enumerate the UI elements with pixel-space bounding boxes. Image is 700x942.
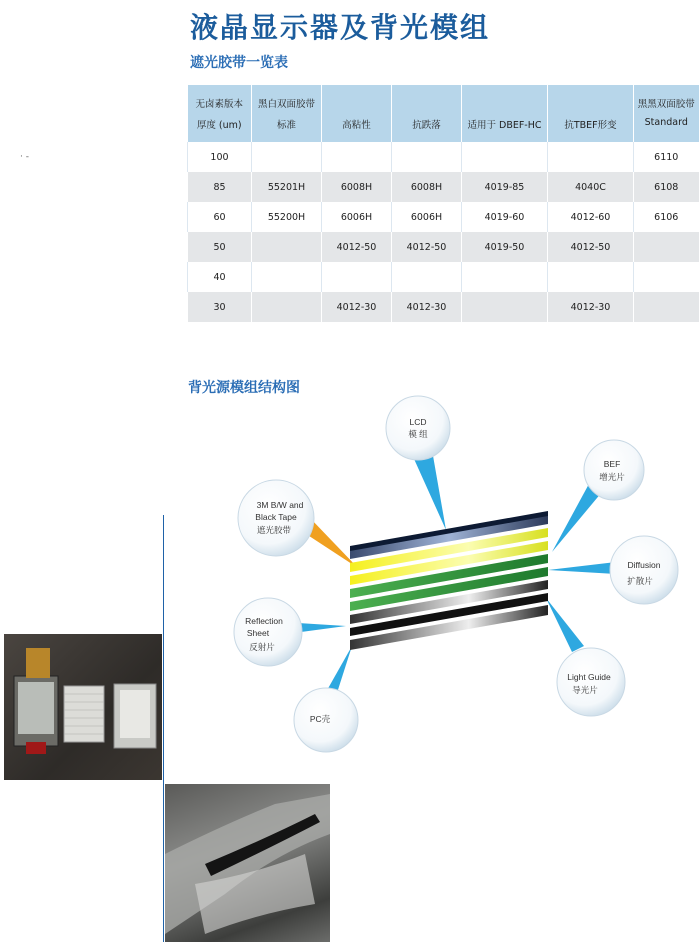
table-cell: 85 xyxy=(188,172,252,202)
table-cell: 4019-60 xyxy=(462,202,548,232)
table-cell xyxy=(322,142,392,172)
tape-table xyxy=(187,85,699,322)
lightguide-label: 导光片 xyxy=(572,685,598,695)
table-cell xyxy=(462,292,548,322)
blue-divider xyxy=(163,515,164,942)
table-cell: 6006H xyxy=(322,202,392,232)
pc-bubble xyxy=(294,688,358,752)
table-cell: 55200H xyxy=(252,202,322,232)
table-cell xyxy=(548,142,634,172)
bef-label: BEF xyxy=(603,459,621,469)
lcd-pointer xyxy=(410,450,446,530)
lightguide-pointer xyxy=(546,598,584,652)
table-cell xyxy=(634,262,699,292)
table-cell xyxy=(392,262,462,292)
lcd-label: 模 组 xyxy=(408,429,428,439)
header-cell xyxy=(322,85,392,112)
diffusion-pointer xyxy=(548,562,616,574)
table-cell: 50 xyxy=(188,232,252,262)
table-row xyxy=(188,262,699,292)
table-cell: 60 xyxy=(188,202,252,232)
header-cell: 黑白双面胶带 xyxy=(252,85,322,112)
table-cell xyxy=(252,262,322,292)
table-cell: 4012-60 xyxy=(548,202,634,232)
table-cell: 4019-85 xyxy=(462,172,548,202)
header-cell: 黑黑双面胶带 xyxy=(634,85,699,112)
table-cell: 30 xyxy=(188,292,252,322)
table-cell: 4012-50 xyxy=(392,232,462,262)
reflection-label: 反射片 xyxy=(249,642,275,652)
table-cell xyxy=(252,142,322,172)
reflection-bubble xyxy=(234,598,302,666)
table-row xyxy=(188,292,699,322)
light-guide-photo xyxy=(165,784,330,942)
tape-label: Black Tape xyxy=(255,512,297,522)
diffusion-bubble xyxy=(610,536,678,604)
table-cell xyxy=(462,262,548,292)
stray-marks: · - xyxy=(20,152,29,162)
lightguide-bubble xyxy=(557,648,625,716)
header-cell: 高粘性 xyxy=(322,112,392,142)
table-cell: 6006H xyxy=(392,202,462,232)
table-cell: 4040C xyxy=(548,172,634,202)
header-cell: 无卤素版本 xyxy=(188,85,252,112)
header-cell: 厚度 (um) xyxy=(188,112,252,142)
table-cell: 4012-50 xyxy=(322,232,392,262)
table-cell: 40 xyxy=(188,262,252,292)
table-cell xyxy=(634,292,699,322)
table-cell xyxy=(548,262,634,292)
lcd-label: LCD xyxy=(409,417,427,427)
page-title: 液晶显示器及背光模组 xyxy=(190,11,491,44)
table-row xyxy=(188,142,699,172)
bef-label: 增光片 xyxy=(599,472,625,482)
reflection-label: Sheet xyxy=(246,628,270,638)
layer-stack xyxy=(350,511,548,650)
header-cell: 抗TBEF形变 xyxy=(548,112,634,142)
layer-lcd-top xyxy=(350,511,548,551)
header-cell: 抗跌落 xyxy=(392,112,462,142)
table-cell: 4012-30 xyxy=(322,292,392,322)
header-cell xyxy=(462,85,548,112)
diffusion-label: 扩散片 xyxy=(627,576,653,586)
pc-label: PC壳 xyxy=(309,714,331,724)
table-cell: 6110 xyxy=(634,142,699,172)
header-cell: Standard xyxy=(634,112,699,142)
table-cell xyxy=(634,232,699,262)
header-cell xyxy=(392,85,462,112)
header-cell: 适用于 DBEF-HC xyxy=(462,112,548,142)
lightguide-label: Light Guide xyxy=(567,672,611,682)
lcd-module-photo xyxy=(4,634,162,780)
tape-label: 遮光胶带 xyxy=(256,525,292,535)
table-row xyxy=(188,172,699,202)
table-title: 遮光胶带一览表 xyxy=(190,55,288,71)
tape-bubble xyxy=(238,480,314,556)
table-row xyxy=(188,202,699,232)
table-cell xyxy=(462,142,548,172)
table-cell xyxy=(252,292,322,322)
table-cell: 6108 xyxy=(634,172,699,202)
table-cell: 6008H xyxy=(322,172,392,202)
table-cell: 55201H xyxy=(252,172,322,202)
table-cell: 100 xyxy=(188,142,252,172)
header-cell: 标准 xyxy=(252,112,322,142)
table-cell: 6106 xyxy=(634,202,699,232)
table-row xyxy=(188,232,699,262)
header-cell xyxy=(548,85,634,112)
table-cell: 4012-30 xyxy=(548,292,634,322)
diagram-title: 背光源模组结构图 xyxy=(188,380,300,396)
table-header-row-2 xyxy=(188,112,699,142)
table-cell: 6008H xyxy=(392,172,462,202)
table-cell: 4012-50 xyxy=(548,232,634,262)
lcd-bubble xyxy=(386,396,450,460)
table-cell xyxy=(252,232,322,262)
table-cell: 4019-50 xyxy=(462,232,548,262)
table-cell xyxy=(322,262,392,292)
table-cell xyxy=(392,142,462,172)
bef-bubble xyxy=(584,440,644,500)
diffusion-label: Diffusion xyxy=(627,560,661,570)
table-cell: 4012-30 xyxy=(392,292,462,322)
table-header-row-1 xyxy=(188,85,699,112)
tape-label: 3M B/W and xyxy=(256,500,304,510)
reflection-label: Reflection xyxy=(245,616,283,626)
